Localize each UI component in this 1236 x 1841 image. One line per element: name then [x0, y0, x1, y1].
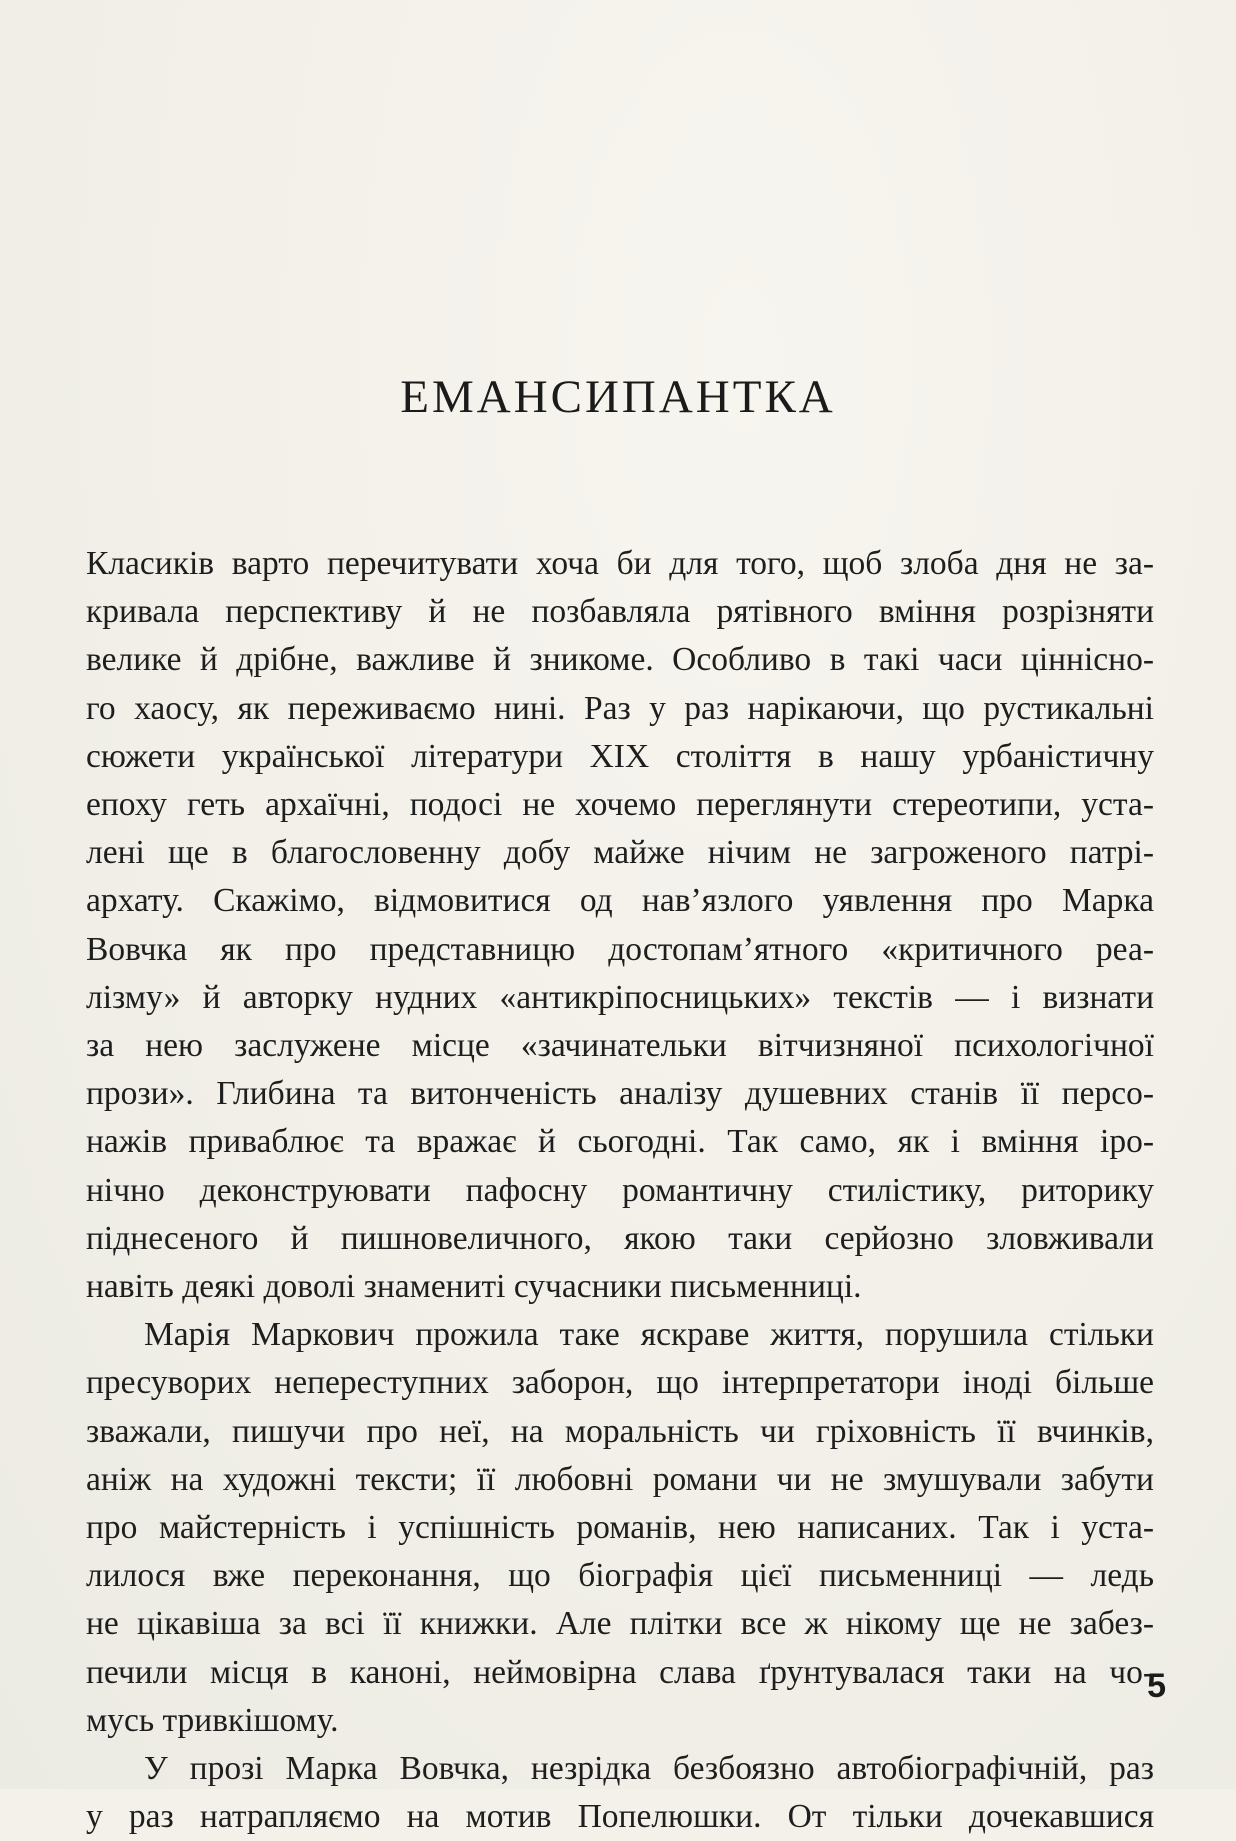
text-line: У прозі Марка Вовчка, незрідка безбоязно автобіографічній, раз [144, 1750, 1154, 1788]
text-line: лилося вже переконання, що біографія цієї письменниці — ледь [86, 1557, 1154, 1595]
text-line: архату. Скажімо, відмовитися од нав’язлого уявлення про Марка [86, 882, 1154, 920]
text-line: Класиків варто перечитувати хоча би для того, щоб злоба дня не за- [86, 545, 1154, 582]
text-line: го хаосу, як переживаємо нині. Раз у раз нарікаючи, що рустикальні [86, 689, 1154, 727]
page-number: 5 [1147, 1667, 1166, 1705]
text-line: зважали, пишучи про неї, на моральність чи гріховність її вчинків, [86, 1412, 1154, 1450]
text-line: нічно деконструювати пафосну романтичну стилістику, риторику [86, 1171, 1154, 1209]
text-line: печили місця в каноні, неймовірна слава ґрунтувалася таки на чо- [86, 1653, 1154, 1691]
text-line: за нею заслужене місце «зачинательки вітчизняної психологічної [86, 1027, 1154, 1065]
text-line: лізму» й авторку нудних «антикріпосницьких» текстів — і визнати [86, 978, 1154, 1016]
text-line: нажів приваблює та вражає й сьогодні. Так само, як і вміння іро- [86, 1123, 1154, 1161]
text-line: кривала перспективу й не позбавляла рятівного вміння розрізняти [86, 593, 1154, 631]
text-line: пресуворих непереступних заборон, що інтерпретатори іноді більше [86, 1364, 1154, 1402]
paragraph-3 [86, 1745, 1154, 1841]
paragraph-2 [86, 1311, 1154, 1745]
chapter-title: ЕМАНСИПАНТКА [400, 371, 836, 423]
paragraph-1 [86, 540, 1154, 1311]
text-line: не цікавіша за всі її книжки. Але плітки все ж нікому ще не забез- [86, 1605, 1154, 1643]
text-line: мусь тривкішому. [86, 1701, 339, 1739]
text-line: піднесеного й пишновеличного, якою таки серйозно зловживали [86, 1219, 1154, 1257]
text-line: аніж на художні тексти; її любовні романи чи не змушували забути [86, 1460, 1154, 1498]
text-line: сюжети української літератури XIX століття в нашу урбаністичну [86, 737, 1154, 775]
text-line: велике й дрібне, важливе й зникоме. Особливо в такі часи ціннісно- [86, 641, 1154, 679]
text-line: лені ще в благословенну добу майже нічим не загроженого патрі- [86, 834, 1154, 872]
text-line: прози». Глибина та витонченість аналізу душевних станів її персо- [86, 1075, 1154, 1113]
body-text [86, 540, 1154, 1841]
text-line: про майстерність і успішність романів, нею написаних. Так і уста- [86, 1509, 1154, 1547]
text-line: Марія Маркович прожила таке яскраве життя, порушила стільки [144, 1316, 1154, 1354]
text-line: навіть деякі доволі знамениті сучасники письменниці. [86, 1268, 862, 1306]
text-line: епоху геть архаїчні, подосі не хочемо переглянути стереотипи, уста- [86, 786, 1154, 824]
text-line: у раз натрапляємо на мотив Попелюшки. От тільки дочекавшися [86, 1798, 1154, 1836]
text-line: Вовчка як про представницю достопам’ятного «критичного реа- [86, 930, 1154, 968]
